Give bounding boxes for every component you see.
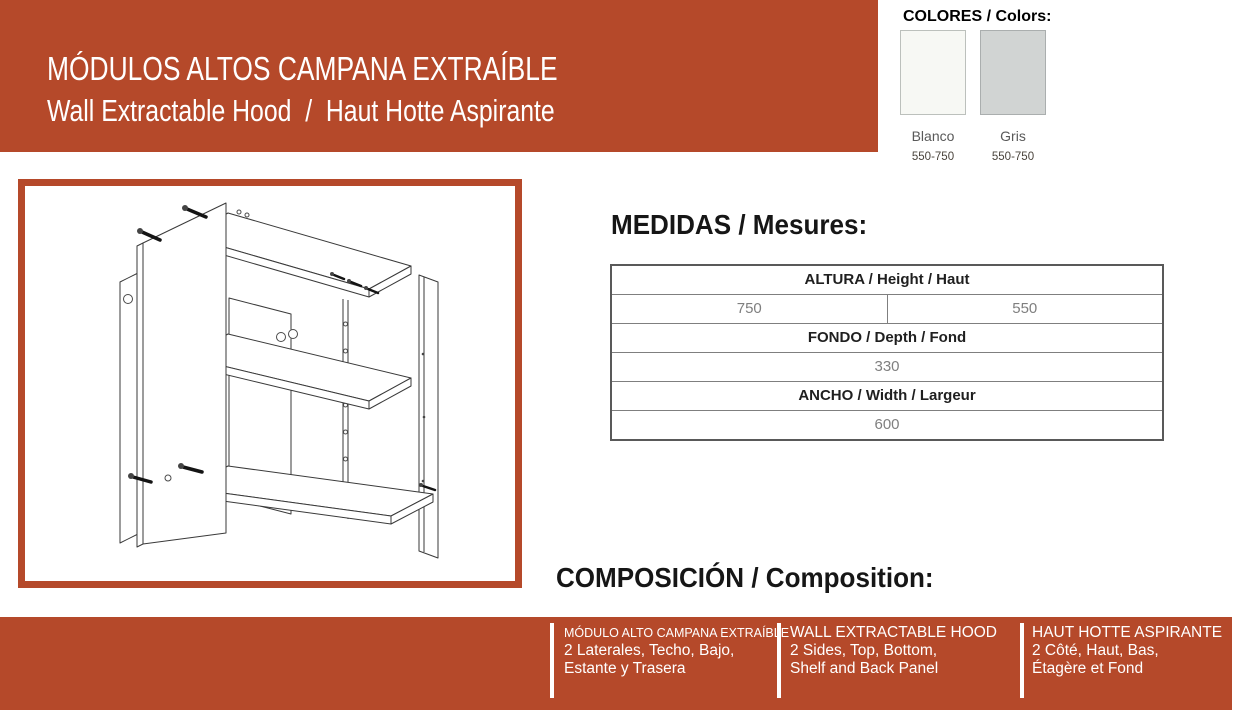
swatch-range-gris: 550-750 bbox=[991, 151, 1035, 163]
composition-line: 2 Sides, Top, Bottom, bbox=[790, 642, 938, 659]
column-divider bbox=[1020, 623, 1024, 698]
composition-line: Étagère et Fond bbox=[1032, 660, 1144, 677]
altura-value-550: 550 bbox=[1012, 300, 1038, 317]
composition-title-fr: HAUT HOTTE ASPIRANTE bbox=[1032, 624, 1223, 641]
swatch-label-blanco: Blanco bbox=[911, 128, 955, 144]
header-banner bbox=[0, 0, 878, 152]
composition-column-es bbox=[564, 624, 789, 678]
composition-line: 2 Laterales, Techo, Bajo, bbox=[564, 642, 735, 659]
column-divider bbox=[550, 623, 554, 698]
composition-line: Estante y Trasera bbox=[564, 660, 686, 677]
swatch-range-blanco: 550-750 bbox=[911, 151, 955, 163]
composition-title-en: WALL EXTRACTABLE HOOD bbox=[790, 624, 997, 641]
page-subtitle: Wall Extractable Hood / Haut Hotte Aspirante bbox=[47, 93, 555, 128]
table-row-ancho-header: ANCHO / Width / Largeur bbox=[612, 381, 1162, 410]
table-row-fondo-header: FONDO / Depth / Fond bbox=[612, 323, 1162, 352]
color-swatch-blanco bbox=[900, 30, 966, 115]
composition-band bbox=[0, 617, 1232, 710]
colors-heading: COLORES / Colors: bbox=[903, 8, 1052, 25]
ancho-value: 600 bbox=[612, 410, 1162, 439]
composition-column-fr bbox=[1032, 624, 1222, 678]
composition-line: 2 Côté, Haut, Bas, bbox=[1032, 642, 1159, 659]
table-row-altura-header: ALTURA / Height / Haut bbox=[804, 271, 970, 288]
page-title: MÓDULOS ALTOS CAMPANA EXTRAÍBLE bbox=[47, 50, 558, 87]
swatch-label-gris: Gris bbox=[1000, 128, 1026, 144]
composition-heading: COMPOSICIÓN / Composition: bbox=[556, 562, 934, 593]
composition-column-en bbox=[790, 624, 997, 678]
composition-title-es: MÓDULO ALTO CAMPANA EXTRAÍBLE bbox=[564, 626, 790, 640]
composition-line: Shelf and Back Panel bbox=[790, 660, 939, 677]
altura-value-750: 750 bbox=[612, 295, 888, 323]
measures-heading: MEDIDAS / Mesures: bbox=[611, 209, 868, 240]
cabinet-exploded-diagram bbox=[25, 186, 515, 581]
diagram-frame bbox=[18, 179, 522, 588]
fondo-value: 330 bbox=[612, 352, 1162, 381]
color-swatch-gris bbox=[980, 30, 1046, 115]
measures-table bbox=[610, 264, 1164, 441]
table-row-altura-values bbox=[612, 294, 1162, 323]
